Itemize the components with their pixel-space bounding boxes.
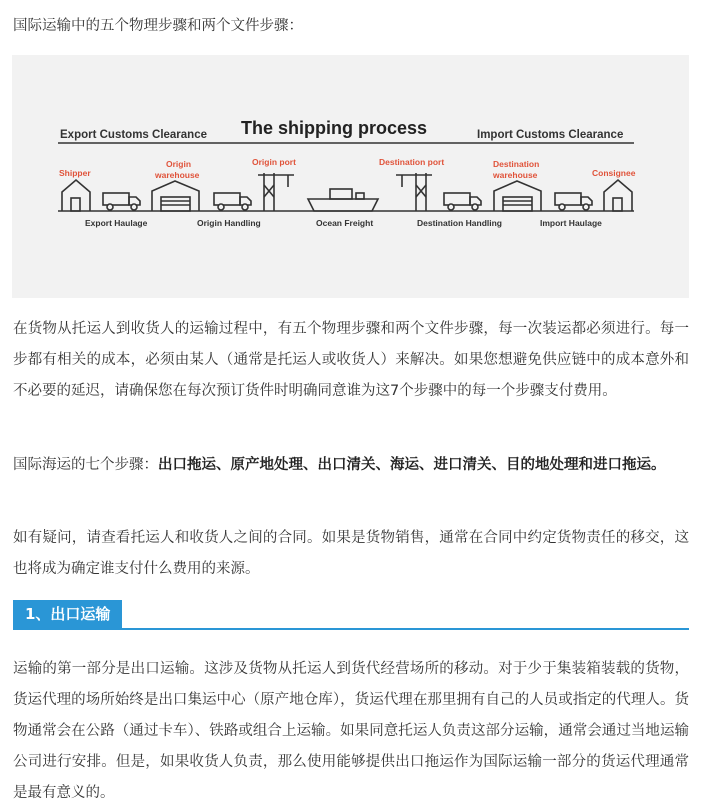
step-origin-handling: Origin Handling [197,218,261,228]
truck-icon [103,193,140,210]
destination-warehouse-label-2: warehouse [493,170,538,180]
destination-port-label: Destination port [379,157,445,167]
origin-warehouse-icon [152,181,199,211]
section-heading-bar [13,600,689,630]
step-export-haulage: Export Haulage [85,218,148,228]
paragraph-1: 在货物从托运人到收货人的运输过程中，有五个物理步骤和两个文件步骤，每一次装运都必须进行。每一步都有相关的成本，必须由某人（通常是托运人或收货人）来解决。如果您想避免供应链中的成本意外和不必要的延迟，请确保您在每次预订货件时明确同意谁为这7个步骤中的每一个步骤支付费用。 [13,321,689,399]
origin-warehouse-label-1: Origin [166,159,192,169]
origin-crane-icon [258,173,294,211]
section-heading: 1、出口运输 [13,600,122,628]
step-import-haulage: Import Haulage [540,218,602,228]
shipping-process-figure [12,55,689,298]
origin-warehouse-label-2: warehouse [155,170,200,180]
step-destination-handling: Destination Handling [417,218,502,228]
truck-icon [444,193,481,210]
truck-icon [555,193,592,210]
paragraph-2-bold: 出口拖运、原产地处理、出口清关、海运、进口清关、目的地处理和进口拖运。 [158,457,666,473]
paragraph-2-prefix: 国际海运的七个步骤： [13,457,158,473]
paragraph-4: 运输的第一部分是出口运输。这涉及货物从托运人到货代经营场所的移动。对于少于集装箱装载的货物，货运代理的场所始终是出口集运中心（原产地仓库），货运代理在那里拥有自己的人员或指定的代理人。货物通常会在公路（通过卡车）、铁路或组合上运输。如果同意托运人负责这部分运输，通常会通过当地运输公司进行安排。但是，如果收货人负责，那么使用能够提供出口拖运作为国际运输一部分的货运代理通常是最有意义的。 [13,661,689,801]
intro-text: 国际运输中的五个物理步骤和两个文件步骤： [13,18,303,34]
export-clearance-label: Export Customs Clearance [60,129,207,141]
consignee-house-icon [604,180,632,211]
destination-crane-icon [396,173,432,211]
step-ocean-freight: Ocean Freight [316,218,374,228]
ship-icon [308,189,378,211]
shipper-label: Shipper [59,168,91,178]
destination-warehouse-icon [494,181,541,211]
paragraph-3: 如有疑问，请查看托运人和收货人之间的合同。如果是货物销售，通常在合同中约定货物责任的移交，这也将成为确定谁支付什么费用的来源。 [13,530,689,577]
truck-icon [214,193,251,210]
consignee-label: Consignee [592,168,636,178]
shipping-process-diagram [12,55,689,298]
diagram-title: The shipping process [241,118,428,138]
destination-warehouse-label-1: Destination [493,159,540,169]
shipper-house-icon [62,180,90,211]
paragraph-2 [13,450,689,481]
import-clearance-label: Import Customs Clearance [477,129,624,141]
origin-port-label: Origin port [252,157,296,167]
